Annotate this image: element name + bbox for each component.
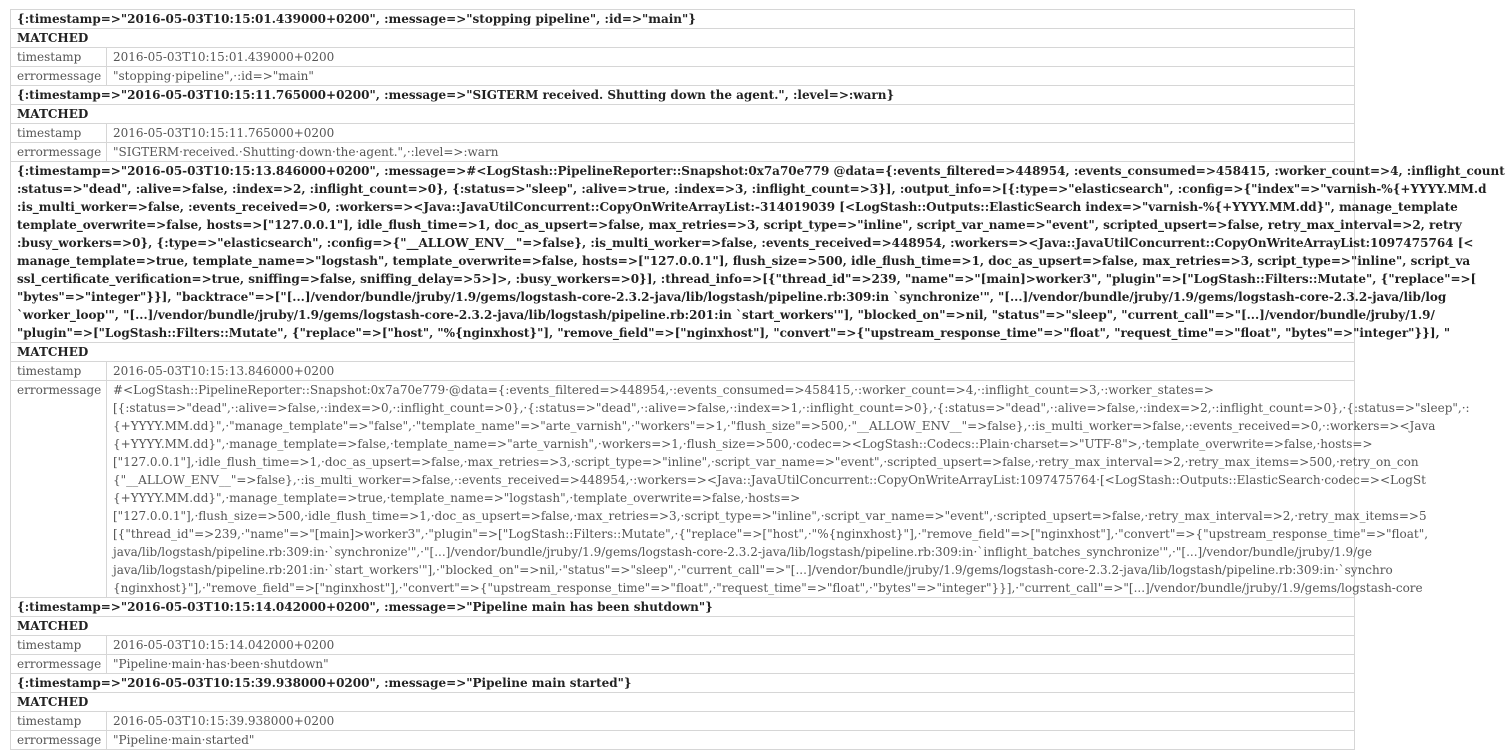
field-value <box>107 731 1355 750</box>
log-input-row <box>11 674 1355 693</box>
log-input-line <box>11 10 1355 29</box>
field-value-text: 2016-05-03T10:15:39.938000+0200 <box>113 714 335 728</box>
field-value-text: ["127.0.0.1"],·idle_flush_time=>1,·doc_as_upsert=>false,·max_retries=>3,·script_type=>"inline",·script_var_name=>"event",·scripted_upsert=>false,·retry_max_interval=>2,·retry_max_items=>500,·retry_on_con <box>113 455 1419 469</box>
match-status-row <box>11 105 1355 124</box>
log-input-text: :is_multi_worker=>false, :events_received=>0, :workers=><Java::JavaUtilConcurrent::CopyOnWriteArrayList:-314019039 [<LogStash::Outputs::ElasticSearch index=>"varnish-%{+YYYY.MM.dd}", manage_template <box>17 200 1458 214</box>
field-row <box>11 362 1355 381</box>
log-input-line <box>11 162 1505 343</box>
field-value <box>107 48 1355 67</box>
field-value-text: 2016-05-03T10:15:13.846000+0200 <box>113 364 335 378</box>
field-row <box>11 712 1355 731</box>
grok-results-table <box>10 9 1505 750</box>
log-input-text: {:timestamp=>"2016-05-03T10:15:14.042000+0200", :message=>"Pipeline main has been shutdown"} <box>17 600 713 614</box>
grok-results-log <box>10 9 1505 750</box>
field-value <box>107 636 1355 655</box>
field-value-text: [{:status=>"dead",·:alive=>false,·:index=>0,·:inflight_count=>0},·{:status=>"dead",·:alive=>false,·:index=>1,·:inflight_count=>0},·{:status=>"dead",·:alive=>false,·:index=>2,·:inflight_count=>0},·{:status=>"sleep",·: <box>113 401 1470 415</box>
log-input-row <box>11 598 1355 617</box>
field-value <box>107 143 1355 162</box>
log-input-line <box>11 674 1355 693</box>
match-status-row <box>11 343 1355 362</box>
field-value-text: 2016-05-03T10:15:01.439000+0200 <box>113 50 335 64</box>
field-value-text: java/lib/logstash/pipeline.rb:309:in·`synchronize'",·"[...]/vendor/bundle/jruby/1.9/gems/logstash-core-2.3.2-java/lib/logstash/pipeline.rb:309:in·`inflight_batches_synchronize'",·"[...]/vendor/bundle/jruby/1.9/ge <box>113 545 1372 559</box>
field-key: timestamp <box>11 362 107 381</box>
log-input-text: ssl_certificate_verification=>true, sniffing=>false, sniffing_delay=>5>]>, :busy_workers=>0}], :thread_info=>[{"thread_id"=>239, "name"=>"[main]>worker3", "plugin"=>["LogStash::Filters::Mutate", {"replace"=>[ <box>17 272 1477 286</box>
log-input-text: {:timestamp=>"2016-05-03T10:15:13.846000+0200", :message=>#<LogStash::PipelineReporter::Snapshot:0x7a70e779 @data={:events_filtered=>448954, :events_consumed=>458415, :worker_count=>4, :inflight_count <box>17 164 1505 178</box>
field-value <box>107 362 1355 381</box>
field-value-text: {+YYYY.MM.dd}",·"manage_template"=>"false",·"template_name"=>"arte_varnish",·"workers"=>1,·"flush_size"=>500,·"__ALLOW_ENV__"=>false},·:is_multi_worker=>false,·:events_received=>0,·:workers=><Java <box>113 419 1436 433</box>
log-input-text: {:timestamp=>"2016-05-03T10:15:11.765000+0200", :message=>"SIGTERM received. Shutting down the agent.", :level=>:warn} <box>17 88 895 102</box>
log-input-line <box>11 598 1355 617</box>
field-row <box>11 381 1355 598</box>
field-key: timestamp <box>11 712 107 731</box>
match-status-row <box>11 617 1355 636</box>
log-input-text: manage_template=>true, template_name=>"logstash", template_overwrite=>false, hosts=>["127.0.0.1"], flush_size=>500, idle_flush_time=>1, doc_as_upsert=>false, max_retries=>3, script_type=>"inline", script_va <box>17 254 1471 268</box>
field-value-text: "SIGTERM·received.·Shutting·down·the·agent.",·:level=>:warn <box>113 145 499 159</box>
log-input-row <box>11 86 1355 105</box>
log-input-text: :busy_workers=>0}, {:type=>"elasticsearch", :config=>{"__ALLOW_ENV__"=>false}, :is_multi_worker=>false, :events_received=>448954, :workers=><Java::JavaUtilConcurrent::CopyOnWriteArrayList:1097475764 [< <box>17 236 1474 250</box>
field-value-text: "Pipeline·main·has·been·shutdown" <box>113 657 329 671</box>
field-value <box>107 67 1355 86</box>
field-value-text: {"__ALLOW_ENV__"=>false},·:is_multi_worker=>false,·:events_received=>448954,·:workers=><Java::JavaUtilConcurrent::CopyOnWriteArrayList:1097475764·[<LogStash::Outputs::ElasticSearch·codec=><LogSt <box>113 473 1426 487</box>
field-value-text: 2016-05-03T10:15:14.042000+0200 <box>113 638 335 652</box>
log-input-text: :status=>"dead", :alive=>false, :index=>2, :inflight_count=>0}, {:status=>"sleep", :alive=>true, :index=>3, :inflight_count=>3}], :output_info=>[{:type=>"elasticsearch", :config=>{"index"=>"varnish-%{+YYYY.MM.d <box>17 182 1487 196</box>
field-row <box>11 67 1355 86</box>
log-input-text: `worker_loop'", "[...]/vendor/bundle/jruby/1.9/gems/logstash-core-2.3.2-java/lib/logstash/pipeline.rb:201:in `start_workers'"], "blocked_on"=>nil, "status"=>"sleep", "current_call"=>"[...]/vendor/bundle/jruby/1.9/ <box>17 308 1435 322</box>
field-key: errormessage <box>11 381 107 598</box>
field-key: timestamp <box>11 48 107 67</box>
field-key: errormessage <box>11 731 107 750</box>
field-value <box>107 381 1470 598</box>
log-input-row <box>11 162 1355 343</box>
match-status-row <box>11 29 1355 48</box>
log-input-text: "plugin"=>["LogStash::Filters::Mutate", {"replace"=>["host", "%{nginxhost}"], "remove_field"=>["nginxhost"], "convert"=>{"upstream_response_time"=>"float", "request_time"=>"float", "bytes"=>"integer"}}], " <box>17 326 1451 340</box>
log-input-text: {:timestamp=>"2016-05-03T10:15:01.439000+0200", :message=>"stopping pipeline", :id=>"main"} <box>17 12 696 26</box>
match-status: MATCHED <box>11 617 1355 636</box>
match-status: MATCHED <box>11 693 1355 712</box>
field-row <box>11 48 1355 67</box>
field-row <box>11 143 1355 162</box>
log-input-text: "bytes"=>"integer"}}], "backtrace"=>["[...]/vendor/bundle/jruby/1.9/gems/logstash-core-2.3.2-java/lib/logstash/pipeline.rb:309:in `synchronize'", "[...]/vendor/bundle/jruby/1.9/gems/logstash-core-2.3.2-java/lib/log <box>17 290 1447 304</box>
field-row <box>11 655 1355 674</box>
field-key: errormessage <box>11 143 107 162</box>
field-key: timestamp <box>11 124 107 143</box>
match-status: MATCHED <box>11 343 1355 362</box>
field-value-text: java/lib/logstash/pipeline.rb:201:in·`start_workers'"],·"blocked_on"=>nil,·"status"=>"sleep",·"current_call"=>"[...]/vendor/bundle/jruby/1.9/gems/logstash-core-2.3.2-java/lib/logstash/pipeline.rb:309:in·`synchro <box>113 563 1393 577</box>
field-row <box>11 731 1355 750</box>
field-key: timestamp <box>11 636 107 655</box>
field-row <box>11 636 1355 655</box>
field-value-text: ["127.0.0.1"],·flush_size=>500,·idle_flush_time=>1,·doc_as_upsert=>false,·max_retries=>3,·script_type=>"inline",·script_var_name=>"event",·scripted_upsert=>false,·retry_max_interval=>2,·retry_max_items=>5 <box>113 509 1427 523</box>
log-input-row <box>11 10 1355 29</box>
field-value-text: {+YYYY.MM.dd}",·manage_template=>false,·template_name=>"arte_varnish",·workers=>1,·flush_size=>500,·codec=><LogStash::Codecs::Plain·charset=>"UTF-8">,·template_overwrite=>false,·hosts=> <box>113 437 1373 451</box>
log-input-text: template_overwrite=>false, hosts=>["127.0.0.1"], idle_flush_time=>1, doc_as_upsert=>false, max_retries=>3, script_type=>"inline", script_var_name=>"event", scripted_upsert=>false, retry_max_interval=>2, retry <box>17 218 1462 232</box>
field-value <box>107 655 1355 674</box>
field-value-text: [{"thread_id"=>239,·"name"=>"[main]>worker3",·"plugin"=>["LogStash::Filters::Mutate",·{"replace"=>["host",·"%{nginxhost}"],·"remove_field"=>["nginxhost"],·"convert"=>{"upstream_response_time"=>"float", <box>113 527 1429 541</box>
field-value <box>107 124 1355 143</box>
log-input-text: {:timestamp=>"2016-05-03T10:15:39.938000+0200", :message=>"Pipeline main started"} <box>17 676 632 690</box>
field-value-text: 2016-05-03T10:15:11.765000+0200 <box>113 126 335 140</box>
field-value-text: #<LogStash::PipelineReporter::Snapshot:0x7a70e779·@data={:events_filtered=>448954,·:events_consumed=>458415,·:worker_count=>4,·:inflight_count=>3,·:worker_states=> <box>113 383 1214 397</box>
field-value-text: "Pipeline·main·started" <box>113 733 255 747</box>
field-row <box>11 124 1355 143</box>
field-value <box>107 712 1355 731</box>
log-input-line <box>11 86 1355 105</box>
field-key: errormessage <box>11 67 107 86</box>
match-status-row <box>11 693 1355 712</box>
field-key: errormessage <box>11 655 107 674</box>
match-status: MATCHED <box>11 105 1355 124</box>
field-value-text: {+YYYY.MM.dd}",·manage_template=>true,·template_name=>"logstash",·template_overwrite=>false,·hosts=> <box>113 491 801 505</box>
field-value-text: "stopping·pipeline",·:id=>"main" <box>113 69 314 83</box>
field-value-text: {nginxhost}"],·"remove_field"=>["nginxhost"],·"convert"=>{"upstream_response_time"=>"float",·"request_time"=>"float",·"bytes"=>"integer"}}],·"current_call"=>"[...]/vendor/bundle/jruby/1.9/gems/logstash-core <box>113 581 1423 595</box>
match-status: MATCHED <box>11 29 1355 48</box>
